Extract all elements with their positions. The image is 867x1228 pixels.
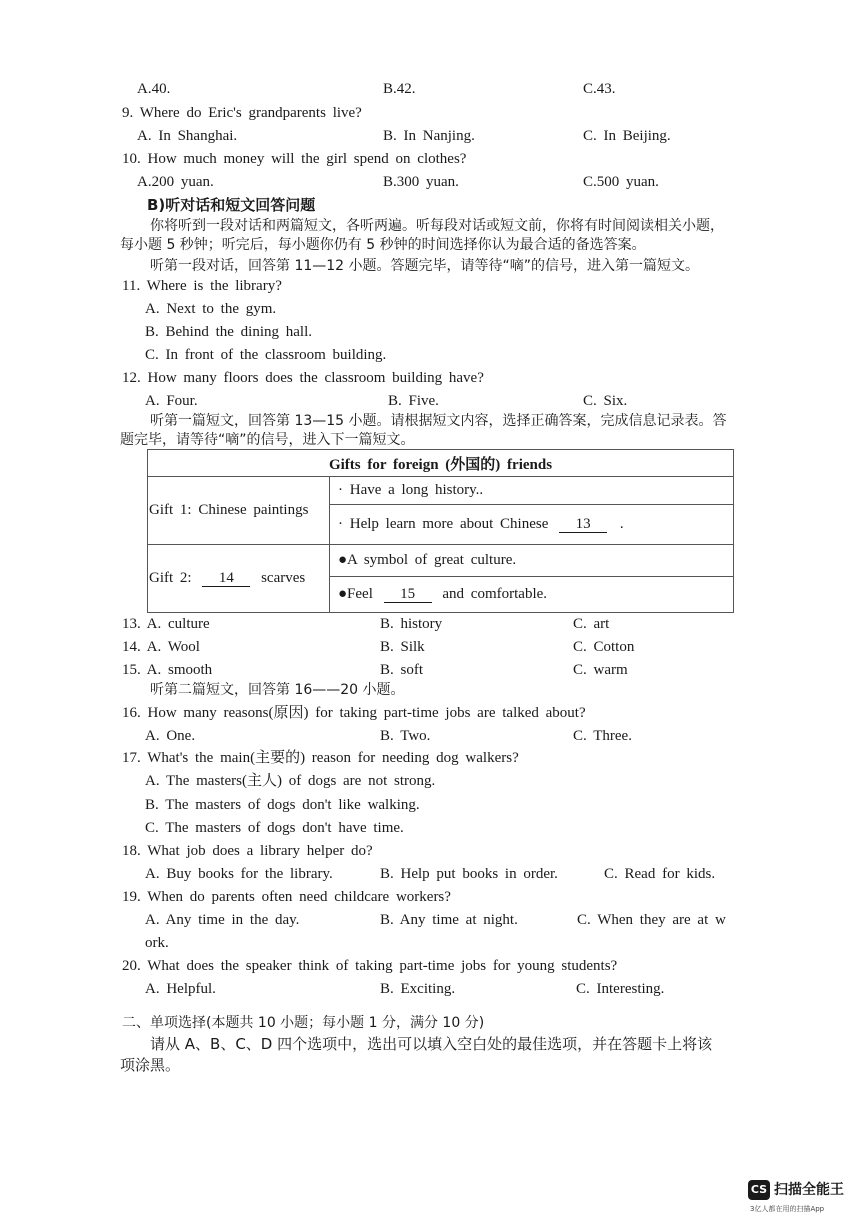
q12-option-a: A. Four.	[145, 393, 198, 409]
scanner-app-tagline: 3亿人都在用的扫描App	[750, 1205, 825, 1213]
q20-option-a: A. Helpful.	[145, 981, 216, 997]
q18-stem: 18. What job does a library helper do?	[122, 843, 373, 859]
q16-option-c: C. Three.	[573, 728, 632, 744]
q17-option-a: A. The masters(主人) of dogs are not strong.	[145, 773, 436, 789]
part2-instruction-line2: 项涂黑。	[120, 1056, 181, 1074]
q11-option-c: C. In front of the classroom building.	[145, 347, 387, 363]
q10-stem: 10. How much money will the girl spend on clothes?	[122, 151, 467, 167]
q14-option-a: 14. A. Wool	[122, 639, 200, 655]
q13-option-b: B. history	[380, 616, 443, 632]
gift2-label	[148, 545, 330, 613]
q20-option-c: C. Interesting.	[576, 981, 665, 997]
q10-option-b: B.300 yuan.	[383, 174, 459, 190]
q8-option-a: A.40.	[137, 81, 171, 97]
gift-info-table	[147, 449, 734, 613]
section-b-intro-line1: 你将听到一段对话和两篇短文，各听两遍。听每段对话或短文前，你将有时间阅读相关小题，	[150, 218, 724, 234]
q19-option-a: A. Any time in the day.	[145, 912, 300, 928]
q12-stem: 12. How many floors does the classroom building have?	[122, 370, 484, 386]
q15-option-c: C. warm	[573, 662, 628, 678]
q11-option-a: A. Next to the gym.	[145, 301, 277, 317]
q10-option-c: C.500 yuan.	[583, 174, 659, 190]
q18-option-b: B. Help put books in order.	[380, 866, 558, 882]
q13-option-a: 13. A. culture	[122, 616, 210, 632]
passage1-note-line1: 听第一篇短文，回答第 13—15 小题。请根据短文内容，选择正确答案，完成信息记录表。答	[150, 413, 727, 429]
gift1-point2-suffix: .	[619, 516, 624, 532]
q14-option-b: B. Silk	[380, 639, 425, 655]
q12-option-b: B. Five.	[388, 393, 439, 409]
section-b-intro-line2: 每小题 5 秒钟；听完后，每小题你仍有 5 秒钟的时间选择你认为最合适的备选答案。	[120, 237, 646, 253]
q12-option-c: C. Six.	[583, 393, 628, 409]
gift1-label: Gift 1: Chinese paintings	[148, 477, 330, 545]
gift1-point1: · Have a long history..	[330, 477, 734, 505]
q15-option-b: B. soft	[380, 662, 424, 678]
q19-option-b: B. Any time at night.	[380, 912, 518, 928]
q17-option-c: C. The masters of dogs don't have time.	[145, 820, 404, 836]
part2-instruction-line1: 请从 A、B、C、D 四个选项中，选出可以填入空白处的最佳选项，并在答题卡上将该	[150, 1035, 713, 1053]
q8-option-b: B.42.	[383, 81, 416, 97]
q13-option-c: C. art	[573, 616, 610, 632]
passage1-note-line2: 题完毕，请等待“嘀”的信号，进入下一篇短文。	[120, 432, 415, 448]
q10-option-a: A.200 yuan.	[137, 174, 214, 190]
section-b-title: B)听对话和短文回答问题	[147, 196, 316, 214]
q17-option-b: B. The masters of dogs don't like walking.	[145, 797, 420, 813]
gift1-point2-prefix: · Help learn more about Chinese	[338, 516, 549, 532]
dialogue-note: 听第一段对话，回答第 11—12 小题。答题完毕，请等待“嘀”的信号，进入第一篇短文。	[150, 258, 700, 274]
q19-option-c: C. When they are at w	[577, 912, 726, 928]
gift2-prefix: Gift 2:	[149, 570, 192, 586]
q14-option-c: C. Cotton	[573, 639, 635, 655]
q18-option-a: A. Buy books for the library.	[145, 866, 333, 882]
q16-option-a: A. One.	[145, 728, 196, 744]
gift2-point2-suffix: and comfortable.	[442, 586, 548, 602]
scanner-app-name: 扫描全能王	[774, 1182, 844, 1198]
q9-option-a: A. In Shanghai.	[137, 128, 238, 144]
q17-stem: 17. What's the main(主要的) reason for needing dog walkers?	[122, 750, 519, 766]
gift2-point2-prefix: ●Feel	[338, 586, 373, 602]
q9-stem: 9. Where do Eric's grandparents live?	[122, 105, 362, 121]
q16-option-b: B. Two.	[380, 728, 431, 744]
gift2-point1: ●A symbol of great culture.	[330, 545, 734, 577]
q11-stem: 11. Where is the library?	[122, 278, 282, 294]
q9-option-b: B. In Nanjing.	[383, 128, 475, 144]
q9-option-c: C. In Beijing.	[583, 128, 671, 144]
gift-table-header: Gifts for foreign (外国的) friends	[148, 450, 734, 477]
q16-stem: 16. How many reasons(原因) for taking part-time jobs are talked about?	[122, 705, 586, 721]
gift2-suffix: scarves	[261, 570, 306, 586]
q18-option-c: C. Read for kids.	[604, 866, 716, 882]
q20-option-b: B. Exciting.	[380, 981, 456, 997]
q19-stem: 19. When do parents often need childcare workers?	[122, 889, 451, 905]
q19-option-c-wrap: ork.	[145, 935, 169, 951]
answer-blank-15: 15	[384, 586, 432, 603]
cs-badge-icon: CS	[748, 1180, 770, 1200]
q20-stem: 20. What does the speaker think of taking part-time jobs for young students?	[122, 958, 618, 974]
part2-title: 二、单项选择(本题共 10 小题；每小题 1 分，满分 10 分)	[122, 1015, 485, 1031]
q8-option-c: C.43.	[583, 81, 616, 97]
passage2-note: 听第二篇短文，回答第 16——20 小题。	[150, 682, 405, 698]
q15-option-a: 15. A. smooth	[122, 662, 213, 678]
gift1-point2	[330, 505, 734, 545]
q11-option-b: B. Behind the dining hall.	[145, 324, 312, 340]
answer-blank-14: 14	[202, 570, 250, 587]
gift2-point2	[330, 577, 734, 613]
answer-blank-13: 13	[559, 516, 607, 533]
